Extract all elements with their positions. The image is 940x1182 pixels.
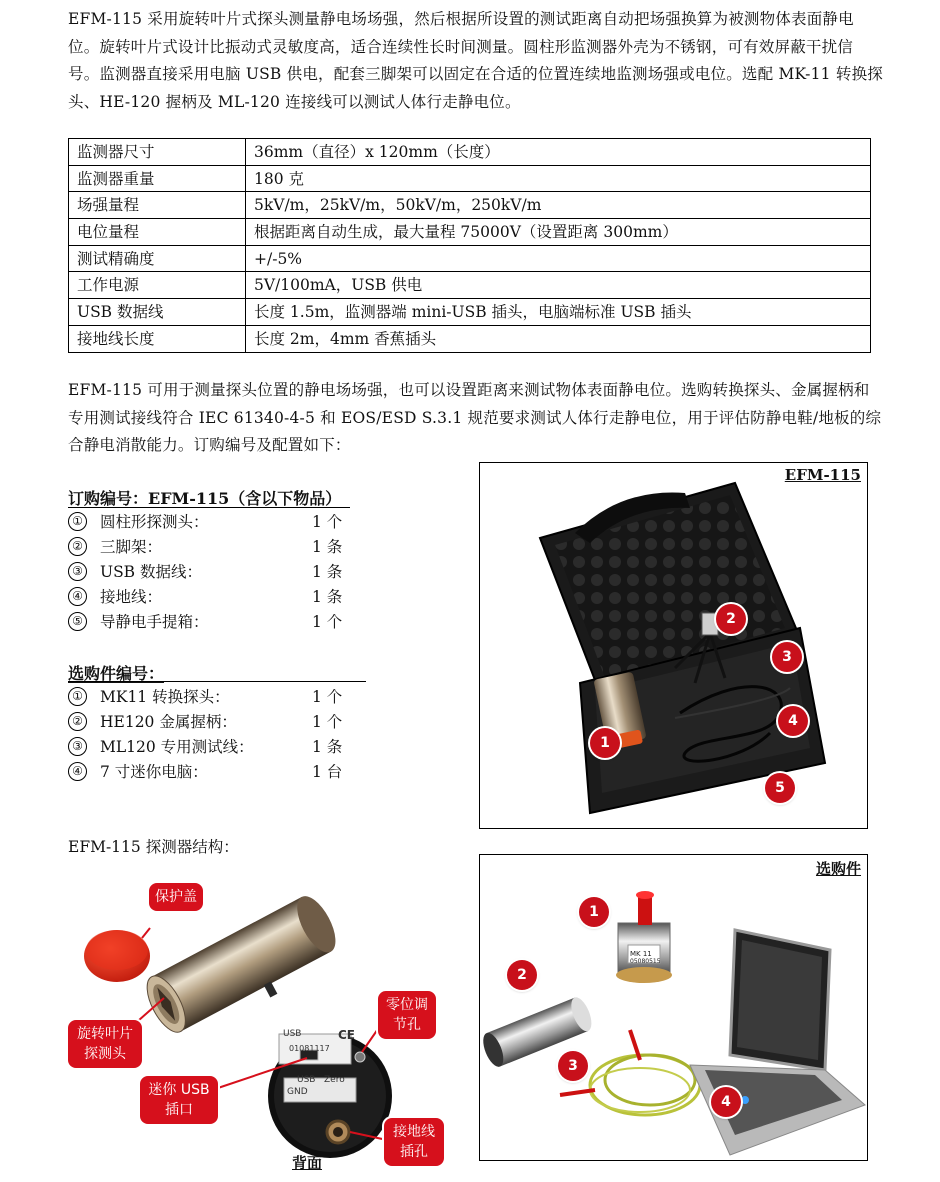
item-quantity: 1 个	[312, 613, 343, 631]
kit-photo-title: EFM-115	[784, 466, 861, 484]
item-label: HE120 金属握柄：	[100, 713, 237, 731]
spec-label: 工作电源	[69, 272, 246, 299]
spec-value: 36mm（直径）x 120mm（长度）	[246, 139, 871, 166]
item-label: ML120 专用测试线：	[100, 738, 254, 756]
badge-4: 4	[778, 706, 808, 736]
intro-paragraph: EFM-115 采用旋转叶片式探头测量静电场场强，然后根据所设置的测试距离自动把场强换算为被测物体表面静电位。旋转叶片式设计比振动式灵敏度高，适合连续性长时间测量。圆柱形监测器外壳为不锈钢，可有效屏蔽干扰信号。监测器直接采用电脑 USB 供电，配套三脚架可以固定在合适的位置连续地监测场强或电位。选配 MK-11 转换探头、HE-120 握柄及 ML-120 连接线可以测试人体行走静电位。	[68, 10, 883, 111]
back-usb-label: USB	[297, 1075, 316, 1085]
number-circle: ③	[68, 737, 87, 756]
option-badge-2: 2	[507, 960, 537, 990]
item-quantity: 1 台	[312, 763, 343, 781]
option-badge-4: 4	[711, 1087, 741, 1117]
number-circle: ④	[68, 587, 87, 606]
list-item	[68, 510, 358, 535]
table-row	[69, 139, 871, 166]
back-view-label: 背面	[292, 1154, 323, 1172]
list-item	[68, 610, 358, 635]
number-circle: ②	[68, 537, 87, 556]
optional-heading: 选购件编号：	[68, 664, 165, 683]
mk11-label: MK 11	[630, 950, 652, 958]
table-row	[69, 245, 871, 272]
table-row	[69, 192, 871, 219]
item-label: 圆柱形探测头：	[100, 513, 209, 531]
option-badge-1: 1	[579, 897, 609, 927]
spec-value: 180 克	[246, 165, 871, 192]
spec-value: 5kV/m，25kV/m，50kV/m，250kV/m	[246, 192, 871, 219]
options-photo-frame	[479, 854, 868, 1161]
number-circle: ⑤	[68, 612, 87, 631]
structure-caption: EFM-115 探测器结构：	[68, 838, 239, 856]
item-quantity: 1 个	[312, 513, 343, 531]
spec-value: +/-5%	[246, 245, 871, 272]
callout-blade: 旋转叶片探测头	[68, 1020, 142, 1068]
item-quantity: 1 条	[312, 563, 343, 581]
list-item	[68, 685, 358, 710]
badge-1: 1	[590, 728, 620, 758]
spec-value: 根据距离自动生成，最大量程 75000V（设置距离 300mm）	[246, 219, 871, 246]
item-quantity: 1 个	[312, 688, 343, 706]
options-photo-title: 选购件	[815, 860, 861, 878]
item-quantity: 1 条	[312, 738, 343, 756]
callout-zero: 零位调节孔	[378, 991, 436, 1039]
usage-paragraph: EFM-115 可用于测量探头位置的静电场场强，也可以设置距离来测试物体表面静电位。选购转换探头、金属握柄和专用测试接线符合 IEC 61340-4-5 和 EOS/ESD S.3.1 规范要求测试人体行走静电位，用于评估防静电鞋/地板的综合静电消散能力。订购编号及配置如下：	[68, 381, 882, 454]
badge-5: 5	[765, 773, 795, 803]
spec-value: 5V/100mA，USB 供电	[246, 272, 871, 299]
table-row	[69, 299, 871, 326]
carry-case-illustration	[480, 463, 869, 830]
back-usb-text: USB	[283, 1029, 302, 1039]
back-gnd-label: GND	[287, 1087, 308, 1097]
order-divider	[68, 507, 350, 508]
callout-usb: 迷你 USB 插口	[140, 1076, 218, 1124]
list-item	[68, 535, 358, 560]
item-label: 导静电手提箱：	[100, 613, 209, 631]
number-circle: ①	[68, 512, 87, 531]
table-row	[69, 325, 871, 352]
item-quantity: 1 条	[312, 538, 343, 556]
table-row	[69, 272, 871, 299]
probe-structure-figure	[62, 868, 462, 1178]
list-item	[68, 710, 358, 735]
list-item	[68, 760, 358, 785]
back-zero-label: Zero	[324, 1075, 345, 1085]
spec-label: 监测器尺寸	[69, 139, 246, 166]
spec-value: 长度 2m，4mm 香蕉插头	[246, 325, 871, 352]
spec-label: 测试精确度	[69, 245, 246, 272]
options-illustration	[480, 855, 869, 1162]
spec-label: 电位量程	[69, 219, 246, 246]
item-quantity: 1 条	[312, 588, 343, 606]
item-label: 接地线：	[100, 588, 163, 606]
badge-2: 2	[716, 604, 746, 634]
order-list	[68, 510, 358, 635]
optional-list	[68, 685, 358, 785]
callout-cap: 保护盖	[149, 883, 203, 911]
item-label: 7 寸迷你电脑：	[100, 763, 208, 781]
ce-mark: CE	[338, 1028, 356, 1042]
number-circle: ③	[68, 562, 87, 581]
number-circle: ①	[68, 687, 87, 706]
optional-divider	[68, 681, 366, 682]
number-circle: ④	[68, 762, 87, 781]
item-quantity: 1 个	[312, 713, 343, 731]
mk11-serial: 05080515	[630, 958, 661, 965]
badge-3: 3	[772, 642, 802, 672]
spec-label: 接地线长度	[69, 325, 246, 352]
list-item	[68, 735, 358, 760]
list-item	[68, 560, 358, 585]
spec-label: USB 数据线	[69, 299, 246, 326]
table-row	[69, 165, 871, 192]
order-heading: 订购编号：EFM-115（含以下物品）	[68, 489, 342, 508]
list-item	[68, 585, 358, 610]
option-badge-3: 3	[558, 1051, 588, 1081]
spec-label: 场强量程	[69, 192, 246, 219]
specs-table	[68, 138, 871, 353]
item-label: 三脚架：	[100, 538, 163, 556]
kit-photo-frame	[479, 462, 868, 829]
callout-ground: 接地线插孔	[384, 1118, 444, 1166]
back-serial-text: 01081117	[289, 1044, 330, 1053]
item-label: MK11 转换探头：	[100, 688, 230, 706]
item-label: USB 数据线：	[100, 563, 202, 581]
spec-label: 监测器重量	[69, 165, 246, 192]
number-circle: ②	[68, 712, 87, 731]
table-row	[69, 219, 871, 246]
spec-value: 长度 1.5m，监测器端 mini-USB 插头，电脑端标准 USB 插头	[246, 299, 871, 326]
